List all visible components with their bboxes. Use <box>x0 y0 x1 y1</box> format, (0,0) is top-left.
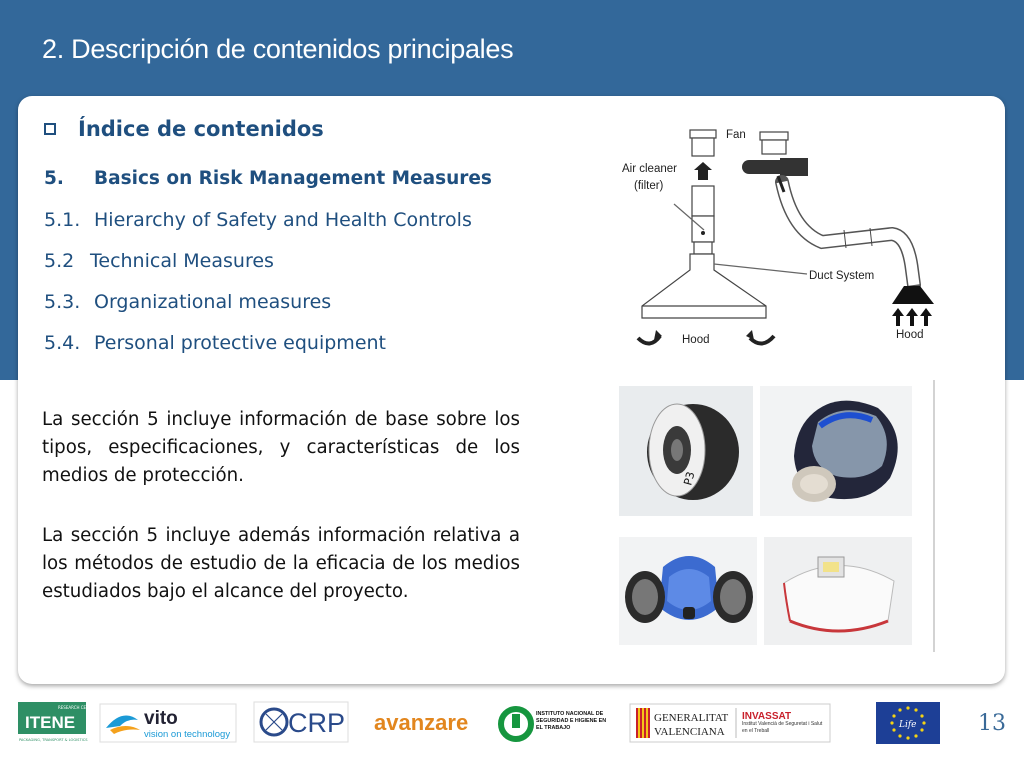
toc-number: 5. <box>44 168 64 189</box>
half-mask-photo <box>619 537 757 645</box>
toc-label: Technical Measures <box>90 250 274 272</box>
label-hood-right: Hood <box>896 329 924 341</box>
toc-label: Basics on Risk Management Measures <box>94 168 492 189</box>
filter-label: P3 <box>681 470 698 487</box>
toc-number: 5.1. <box>44 209 81 231</box>
up-arrow-icon <box>920 308 932 326</box>
fan-unit <box>742 132 808 176</box>
paragraph-2: La sección 5 incluye además información relativa a los métodos de estudio de la eficacia de los medios estudiados bajo el alcance del proyecto. <box>42 525 520 602</box>
label-fan: Fan <box>726 129 746 141</box>
toc-label: Hierarchy of Safety and Health Controls <box>94 209 472 231</box>
svg-text:VALENCIANA: VALENCIANA <box>654 726 725 738</box>
checkbox-bullet-icon <box>44 123 56 135</box>
paragraph-1: La sección 5 incluye información de base sobre los tipos, especificaciones, y características de los medios de protección. <box>42 409 520 486</box>
toc-number: 5.3. <box>44 291 81 313</box>
toc-item <box>44 332 386 354</box>
svg-text:PACKAGING, TRANSPORT & LOGISTI: PACKAGING, TRANSPORT & LOGISTICS <box>19 738 88 742</box>
label-hood-left: Hood <box>682 334 710 346</box>
toc-label: Organizational measures <box>94 291 332 313</box>
toc-item <box>44 209 472 231</box>
full-face-mask-photo <box>760 386 912 516</box>
toc-number: 5.2 <box>44 250 75 272</box>
svg-text:GENERALITAT: GENERALITAT <box>654 712 729 724</box>
toc-number: 5.4. <box>44 332 81 354</box>
index-heading-text: Índice de contenidos <box>78 117 324 141</box>
vito-logo <box>100 700 236 746</box>
svg-text:Life: Life <box>899 720 917 730</box>
filter-dot <box>701 231 705 235</box>
svg-text:CRP: CRP <box>288 708 346 738</box>
svg-text:ITENE: ITENE <box>25 713 76 732</box>
itene-logo <box>18 700 97 746</box>
airflow-up-icon <box>694 162 712 180</box>
right-hood <box>892 286 934 304</box>
insht-logo: INSTITUTO NACIONAL DE SEGURIDAD E HIGIENE EN EL TRABAJO <box>498 700 608 746</box>
svg-text:vito: vito <box>144 708 178 729</box>
svg-text:vision on technology: vision on technology <box>144 729 231 740</box>
svg-text:RESEARCH CENTER: RESEARCH CENTER <box>58 705 97 710</box>
generalitat-invassat-logo: GENERALITAT VALENCIANA INVASSAT Institut Valencià de Seguretat i Salut en el Treball <box>630 700 830 746</box>
svg-text:INVASSAT: INVASSAT <box>742 711 792 722</box>
crp-logo <box>254 700 350 746</box>
toc-item <box>44 250 274 272</box>
toc-label: Personal protective equipment <box>94 332 386 354</box>
filter-cartridge-photo <box>619 386 753 516</box>
label-air-cleaner: Air cleaner <box>622 163 677 175</box>
avanzare-text: avanzare <box>374 710 469 735</box>
label-duct-system: Duct System <box>809 270 875 282</box>
disposable-respirator-photo <box>764 537 912 645</box>
slide-title: 2. Descripción de contenidos principales <box>42 34 514 64</box>
toc-item <box>44 168 492 189</box>
avanzare-logo <box>374 700 468 746</box>
page-number: 13 <box>978 711 1006 736</box>
eu-life-logo <box>876 700 940 746</box>
up-arrow-icon <box>892 308 904 326</box>
label-filter: (filter) <box>634 180 664 192</box>
ventilation-diagram <box>612 120 942 360</box>
divider-line <box>933 380 935 652</box>
up-arrow-icon <box>906 308 918 326</box>
index-heading <box>44 117 324 141</box>
toc-item <box>44 291 331 313</box>
